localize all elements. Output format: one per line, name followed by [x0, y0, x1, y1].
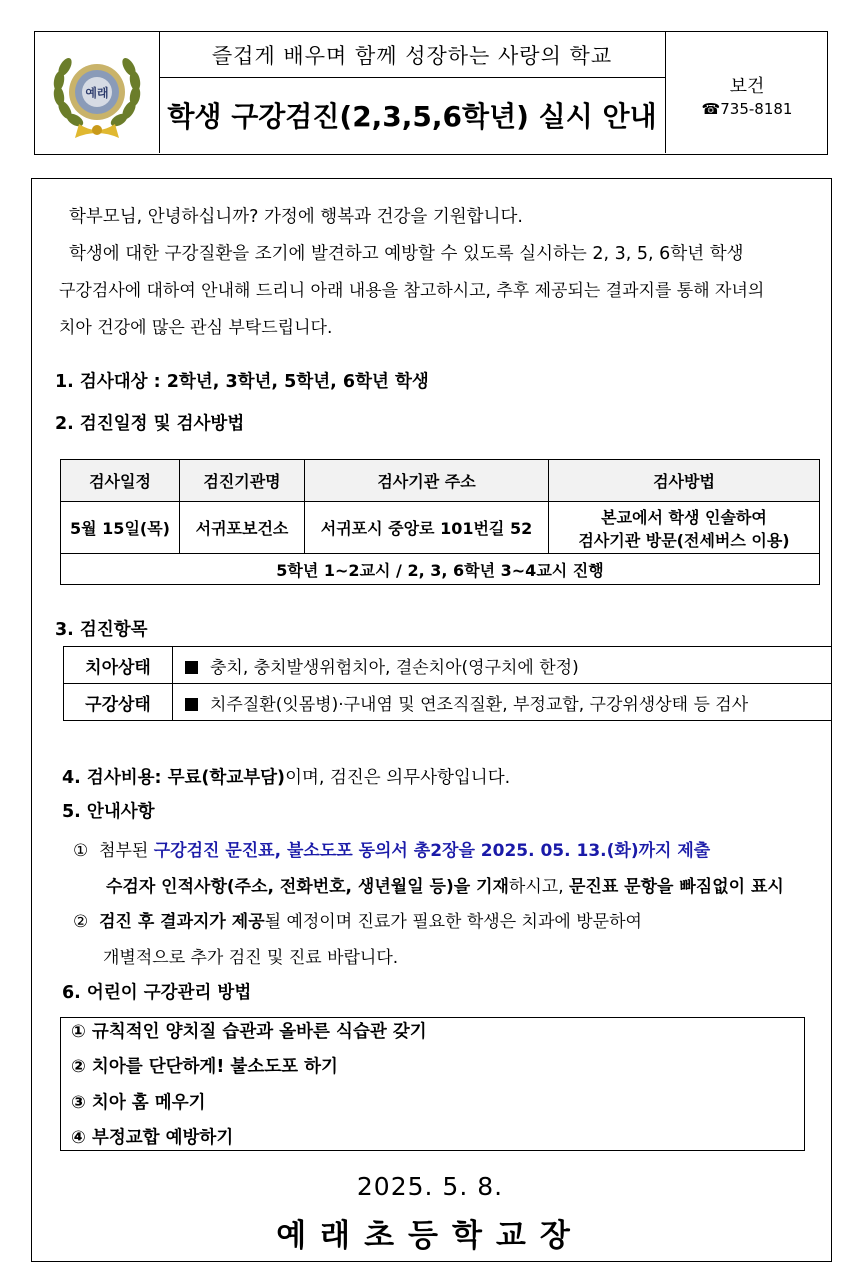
notice-item-1b-bold1: 수검자 인적사항(주소, 전화번호, 생년월일 등)을 기재: [106, 877, 509, 897]
schedule-row: [61, 502, 820, 554]
exam-method-line-1: 본교에서 학생 인솔하여: [601, 507, 767, 527]
notice-item-2-plain: 될 예정이며 진료가 필요한 학생은 치과에 방문하여: [264, 912, 642, 932]
oral-care-item: ① 규칙적인 양치질 습관과 올바른 식습관 갖기: [71, 1022, 427, 1042]
section-3-heading: 3. 검진항목: [55, 620, 148, 640]
school-slogan: 즐겁게 배우며 함께 성장하는 사랑의 학교: [159, 32, 665, 78]
school-emblem-cell: [35, 32, 160, 153]
exam-item-value-cell: [173, 647, 832, 684]
section-1-heading: 1. 검사대상 : 2학년, 3학년, 5학년, 6학년 학생: [55, 372, 429, 392]
issue-date: 2025. 5. 8.: [356, 1172, 504, 1201]
oral-care-item: ③ 치아 홈 메우기: [71, 1093, 206, 1113]
section-2-heading: 2. 검진일정 및 검사방법: [55, 414, 245, 434]
circled-number-1: ①: [73, 841, 89, 861]
notice-item-1b-plain: 하시고,: [508, 877, 569, 897]
submission-deadline: 구강검진 문진표, 불소도포 동의서 총2장을 2025. 05. 13.(화)까지 제출: [153, 841, 711, 861]
intro-line-2: 학생에 대한 구강질환을 조기에 발견하고 예방할 수 있도록 실시하는 2, 3, 5, 6학년 학생: [69, 244, 744, 264]
schedule-note: 5학년 1~2교시 / 2, 3, 6학년 3~4교시 진행: [61, 554, 820, 585]
cost-label: 4. 검사비용: 무료(학교부담): [62, 768, 286, 788]
section-6-heading: 6. 어린이 구강관리 방법: [62, 983, 252, 1003]
column-header: 검사방법: [549, 460, 820, 502]
notice-item-1-continued: [106, 872, 784, 897]
oral-care-box: [60, 1017, 805, 1151]
schedule-header-row: [61, 460, 820, 502]
exam-item-label: 치아상태: [64, 647, 173, 684]
svg-text:예래: 예래: [85, 86, 109, 100]
oral-care-item: ④ 부정교합 예방하기: [71, 1128, 234, 1148]
page-title: 학생 구강검진(2,3,5,6학년) 실시 안내: [167, 100, 657, 133]
notice-item-2-bold: 검진 후 결과지가 제공: [99, 912, 265, 932]
square-bullet-icon: [185, 661, 198, 674]
section-5-heading: 5. 안내사항: [62, 802, 155, 822]
exam-item-row: [64, 647, 832, 684]
exam-item-label: 구강상태: [64, 684, 173, 721]
intro-line-1: 학부모님, 안녕하십니까? 가정에 행복과 건강을 기원합니다.: [69, 207, 523, 227]
oral-care-item: ② 치아를 단단하게! 불소도포 하기: [71, 1057, 338, 1077]
exam-method-line-2: 검사기관 방문(전세버스 이용): [578, 530, 790, 550]
schedule-note-row: [61, 554, 820, 585]
column-header: 검진기관명: [180, 460, 305, 502]
column-header: 검사기관 주소: [305, 460, 549, 502]
notice-item-2-continued: 개별적으로 추가 검진 및 진료 바랍니다.: [103, 948, 399, 968]
phone-number: ☎735-8181: [701, 100, 793, 118]
exam-method: [549, 502, 820, 554]
column-header: 검사일정: [61, 460, 180, 502]
intro-line-4: 치아 건강에 많은 관심 부탁드립니다.: [59, 318, 333, 338]
section-4-text: [62, 764, 510, 789]
exam-items-table: [63, 646, 832, 721]
exam-item-row: [64, 684, 832, 721]
cost-suffix: 이며, 검진은 의무사항입니다.: [285, 768, 511, 788]
schedule-table: [60, 459, 820, 585]
exam-institution: 서귀포보건소: [180, 502, 305, 554]
school-emblem: [35, 32, 159, 153]
department-label: 보건: [729, 76, 765, 97]
notice-item-1b-bold2: 문진표 문항을 빠짐없이 표시: [569, 877, 784, 897]
exam-item-value: 충치, 충치발생위험치아, 결손치아(영구치에 한정): [210, 657, 579, 678]
circled-number-2: ②: [73, 912, 89, 932]
exam-address: 서귀포시 중앙로 101번길 52: [305, 502, 549, 554]
exam-date: 5월 15일(목): [61, 502, 180, 554]
notice-item-2: [73, 907, 642, 932]
square-bullet-icon: [185, 698, 198, 711]
exam-item-value: 치주질환(잇몸병)·구내염 및 연조직질환, 부정교합, 구강위생상태 등 검사: [210, 694, 749, 715]
exam-item-value-cell: [173, 684, 832, 721]
intro-line-3: 구강검사에 대하여 안내해 드리니 아래 내용을 참고하시고, 추후 제공되는 결과지를 통해 자녀의: [59, 281, 765, 301]
principal-signature: 예래초등학교장: [276, 1218, 584, 1254]
notice-item-1-plain: 첨부된: [99, 841, 154, 861]
notice-item-1: [73, 836, 710, 861]
header-box: [34, 31, 828, 155]
contact-cell: [665, 32, 828, 153]
